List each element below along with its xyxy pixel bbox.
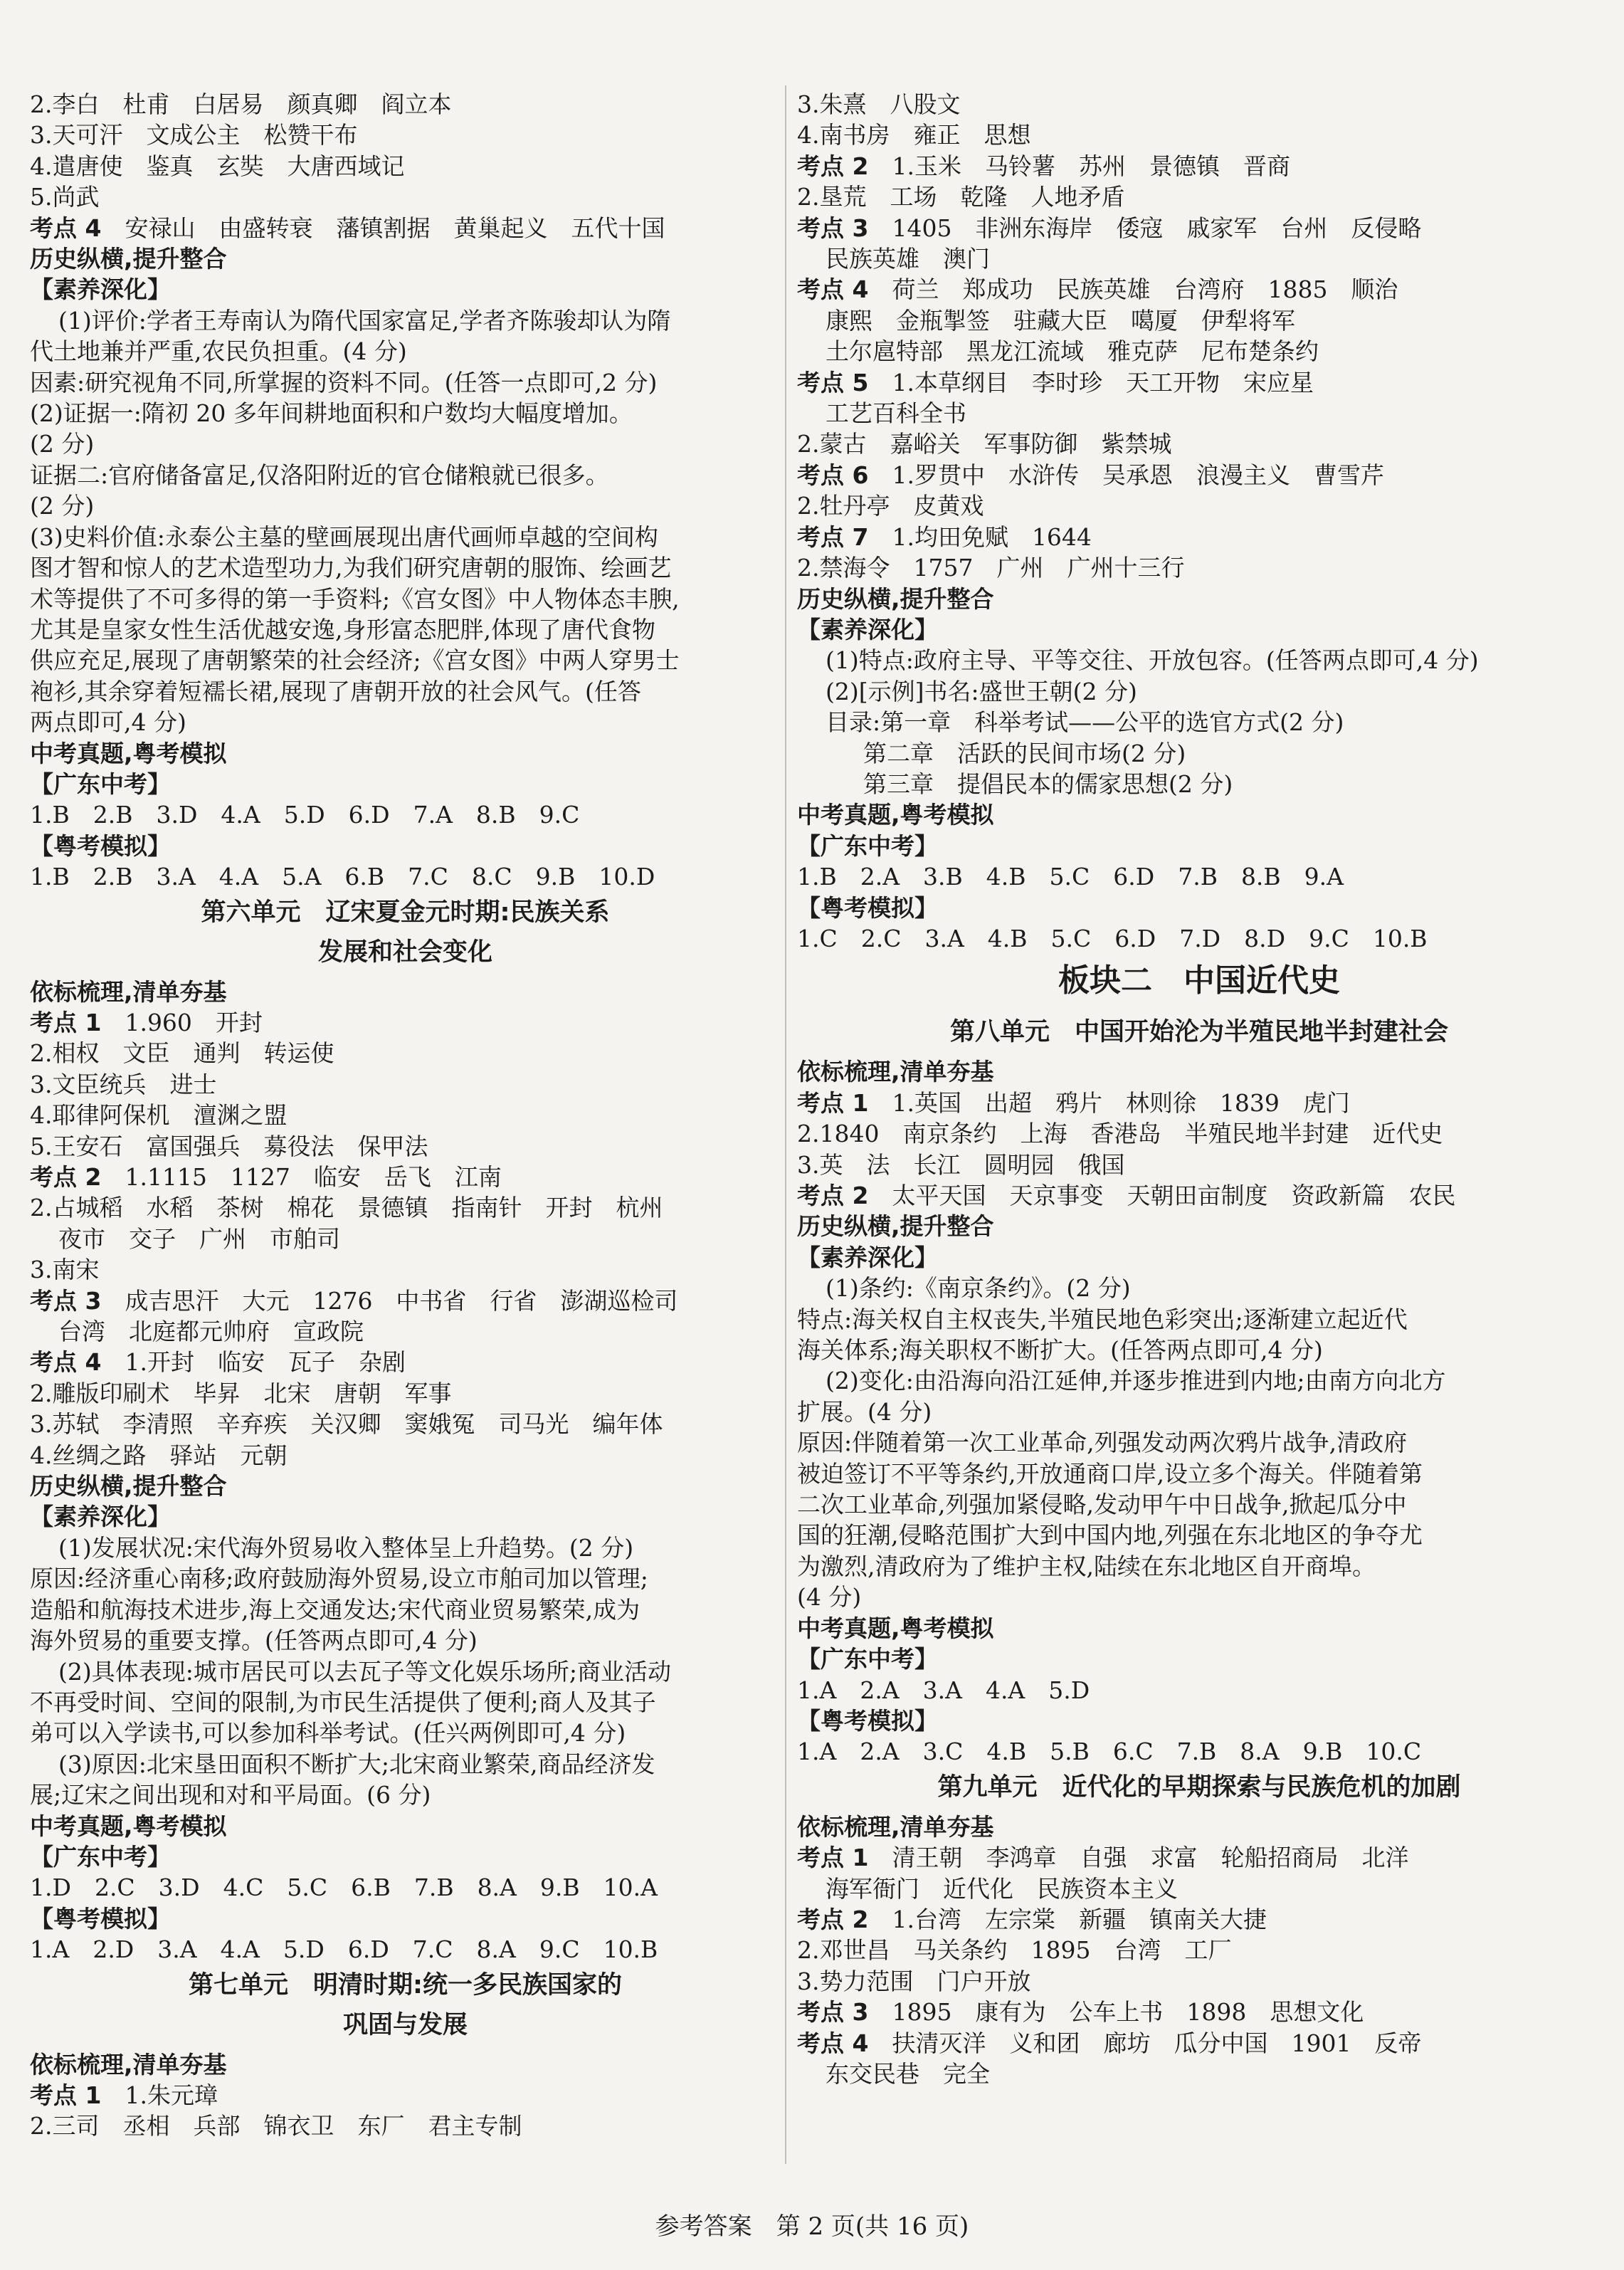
kaodian-label: 考点 2 [30, 1163, 102, 1191]
answer-line: 术等提供了不可多得的第一手资料;《宫女图》中人物体态丰腴, [30, 584, 680, 613]
section-heading: 中考真题,粤考模拟 [30, 1812, 227, 1840]
answer-line: 海军衙门 近代化 民族资本主义 [826, 1874, 1178, 1903]
answer-text: 1.本草纲目 李时珍 天工开物 宋应星 [868, 368, 1314, 396]
answer-line: 5.王安石 富国强兵 募役法 保甲法 [30, 1132, 428, 1160]
unit-heading: 第八单元 中国开始沦为半殖民地半封建社会 [949, 1018, 1448, 1047]
answer-line: (1)特点:政府主导、平等交往、开放包容。(任答两点即可,4 分) [826, 646, 1479, 675]
answer-line: 3.英 法 长江 圆明园 俄国 [797, 1150, 1125, 1179]
section-heading: 依标梳理,清单夯基 [30, 977, 227, 1006]
kaodian-label: 考点 4 [30, 1348, 102, 1377]
answer-line: 1.A 2.A 3.A 4.A 5.D [797, 1676, 1090, 1704]
answer-line: 3.朱熹 八股文 [797, 90, 961, 118]
kaodian-label: 考点 3 [797, 1998, 869, 2027]
section-heading: 【粤考模拟】 [797, 1706, 938, 1735]
answer-text: 太平天国 天京事变 天朝田亩制度 资政新篇 农民 [868, 1182, 1456, 1209]
answer-line: 1.B 2.B 3.A 4.A 5.A 6.B 7.C 8.C 9.B 10.D [30, 863, 655, 891]
kaodian-label: 考点 6 [797, 461, 869, 489]
unit-heading: 第七单元 明清时期:统一多民族国家的 [189, 1970, 622, 2000]
kaodian-label: 考点 4 [797, 2029, 869, 2057]
answer-line: 3.天可汗 文成公主 松赞干布 [30, 121, 358, 149]
answer-line [797, 1842, 1601, 1873]
answer-line: (2)变化:由沿海向沿江延伸,并逐步推进到内地;由南方向北方 [826, 1367, 1446, 1395]
kaodian-label: 考点 7 [797, 522, 869, 551]
answer-line: 1.A 2.D 3.A 4.A 5.D 6.D 7.C 8.A 9.C 10.B [30, 1935, 658, 1964]
answer-line: 第二章 活跃的民间市场(2 分) [863, 739, 1186, 767]
kaodian-label: 考点 2 [797, 152, 869, 180]
answer-line: 国的狂潮,侵略范围扩大到中国内地,列强在东北地区的争夺尤 [797, 1521, 1423, 1550]
kaodian-label: 考点 3 [797, 214, 869, 242]
kaodian-label: 考点 1 [30, 1008, 102, 1036]
answer-text: 清王朝 李鸿章 自强 求富 轮船招商局 北洋 [868, 1844, 1409, 1872]
answer-line: 1.B 2.B 3.D 4.A 5.D 6.D 7.A 8.B 9.C [30, 801, 580, 829]
section-heading: 【素养深化】 [797, 1243, 938, 1271]
answer-line [30, 1007, 781, 1038]
kaodian-label: 考点 1 [797, 1088, 869, 1117]
answer-line: 工艺百科全书 [826, 399, 966, 428]
section-heading: 依标梳理,清单夯基 [797, 1058, 994, 1086]
answer-line: 1.C 2.C 3.A 4.B 5.C 6.D 7.D 8.D 9.C 10.B [797, 924, 1428, 952]
answer-line: 造船和航海技术进步,海上交通发达;宋代商业贸易繁荣,成为 [30, 1595, 640, 1624]
answer-line: (2)证据一:隋初 20 多年间耕地面积和户数均大幅度增加。 [30, 399, 633, 428]
answer-line [797, 213, 1601, 243]
answer-text: 1.960 开封 [101, 1008, 263, 1036]
answer-line: (1)条约:《南京条约》。(2 分) [826, 1274, 1131, 1303]
answer-line: 1.D 2.C 3.D 4.C 5.C 6.B 7.B 8.A 9.B 10.A [30, 1874, 658, 1902]
section-heading: 【广东中考】 [30, 1842, 171, 1871]
kaodian-label: 考点 2 [797, 1182, 869, 1209]
answer-line [797, 2028, 1601, 2059]
answer-text: 1895 康有为 公车上书 1898 思想文化 [868, 1998, 1364, 2027]
kaodian-label: 考点 3 [30, 1286, 102, 1315]
answer-line: 原因:伴随着第一次工业革命,列强发动两次鸦片战争,清政府 [797, 1429, 1408, 1457]
section-heading: 【广东中考】 [30, 769, 171, 798]
answer-line: 夜市 交子 广州 市舶司 [58, 1224, 340, 1253]
section-heading: 【粤考模拟】 [30, 831, 171, 860]
answer-line: 证据二:官府储备富足,仅洛阳附近的官仓储粮就已很多。 [30, 461, 609, 489]
answer-line: 康熙 金瓶掣签 驻藏大臣 噶厦 伊犁将军 [826, 306, 1295, 335]
answer-line: 目录:第一章 科举考试——公平的选官方式(2 分) [826, 708, 1344, 737]
kaodian-label: 考点 4 [797, 275, 869, 304]
answer-line: 原因:经济重心南移;政府鼓励海外贸易,设立市舶司加以管理; [30, 1565, 648, 1593]
section-heading: 历史纵横,提升整合 [797, 584, 994, 613]
answer-line: 袍衫,其余穿着短襦长裙,展现了唐朝开放的社会风气。(任答 [30, 677, 641, 705]
section-heading: 中考真题,粤考模拟 [797, 1614, 994, 1642]
answer-line: 二次工业革命,列强加紧侵略,发动甲午中日战争,掀起瓜分中 [797, 1491, 1407, 1519]
answer-line [797, 1997, 1601, 2027]
answer-line: (1)评价:学者王寿南认为隋代国家富足,学者齐陈骏却认为隋 [58, 306, 671, 335]
answer-line: 不再受时间、空间的限制,为市民生活提供了便利;商人及其子 [30, 1688, 656, 1716]
answer-text: 1.台湾 左宗棠 新疆 镇南关大捷 [868, 1905, 1267, 1933]
answer-line [797, 1180, 1601, 1211]
answer-line: (2 分) [30, 492, 95, 520]
answer-line [30, 1347, 781, 1377]
answer-line: (3)史料价值:永泰公主墓的壁画展现出唐代画师卓越的空间构 [30, 522, 658, 551]
answer-line: 4.丝绸之路 驿站 元朝 [30, 1441, 288, 1469]
answer-text: 成吉思汗 大元 1276 中书省 行省 澎湖巡检司 [101, 1286, 678, 1315]
answer-line [797, 274, 1601, 305]
right-column [797, 89, 1601, 2089]
answer-line [30, 213, 781, 243]
answer-line: 2.相权 文臣 通判 转运使 [30, 1039, 334, 1068]
kaodian-label: 考点 1 [30, 2081, 102, 2109]
kaodian-label: 考点 2 [797, 1905, 869, 1933]
answer-line: 为激烈,清政府为了维护主权,陆续在东北地区自开商埠。 [797, 1552, 1376, 1580]
answer-line: 3.南宋 [30, 1256, 100, 1284]
section-heading: 【素养深化】 [30, 275, 171, 304]
answer-line [797, 460, 1601, 490]
column-divider [785, 85, 786, 2164]
answer-line: 3.文臣统兵 进士 [30, 1070, 217, 1098]
answer-line: 1.A 2.A 3.C 4.B 5.B 6.C 7.B 8.A 9.B 10.C [797, 1738, 1422, 1766]
answer-line: 扩展。(4 分) [797, 1397, 932, 1426]
answer-line: 东交民巷 完全 [826, 2059, 990, 2088]
section-heading: 中考真题,粤考模拟 [30, 739, 227, 767]
answer-text: 1405 非洲东海岸 倭寇 戚家军 台州 反侵略 [868, 214, 1422, 242]
section-heading: 【素养深化】 [30, 1503, 171, 1531]
section-heading: 【粤考模拟】 [30, 1904, 171, 1933]
answer-line: 2.蒙古 嘉峪关 军事防御 紫禁城 [797, 430, 1172, 458]
section-heading: 【广东中考】 [797, 831, 938, 860]
answer-text: 1.朱元璋 [101, 2081, 218, 2109]
answer-text: 1.开封 临安 瓦子 杂剧 [101, 1348, 406, 1377]
answer-line: 4.遣唐使 鉴真 玄奘 大唐西域记 [30, 152, 405, 180]
answer-line: 2.禁海令 1757 广州 广州十三行 [797, 554, 1185, 582]
answer-line [797, 151, 1601, 182]
answer-line: 2.三司 丞相 兵部 锦衣卫 东厂 君主专制 [30, 2112, 522, 2140]
section-heading: 【广东中考】 [797, 1645, 938, 1673]
unit-heading: 第六单元 辽宋夏金元时期:民族关系 [201, 898, 610, 927]
answer-line [797, 1904, 1601, 1935]
answer-line: 2.占城稻 水稻 茶树 棉花 景德镇 指南针 开封 杭州 [30, 1194, 663, 1222]
answer-line: 图才智和惊人的艺术造型功力,为我们研究唐朝的服饰、绘画艺 [30, 554, 672, 582]
unit-heading: 第九单元 近代化的早期探索与民族危机的加剧 [937, 1772, 1461, 1802]
answer-text: 1.均田免赋 1644 [868, 522, 1092, 551]
page-footer: 参考答案 第 2 页(共 16 页) [655, 2212, 969, 2241]
section-heading: 依标梳理,清单夯基 [797, 1812, 994, 1841]
section-heading: 历史纵横,提升整合 [30, 245, 227, 273]
section-heading: 【粤考模拟】 [797, 893, 938, 922]
answer-line: 3.苏轼 李清照 辛弃疾 关汉卿 窦娥冤 司马光 编年体 [30, 1410, 663, 1439]
kaodian-label: 考点 1 [797, 1844, 869, 1872]
answer-line [30, 1286, 781, 1316]
answer-line: (3)原因:北宋垦田面积不断扩大;北宋商业繁荣,商品经济发 [58, 1750, 655, 1778]
answer-text: 安禄山 由盛转衰 藩镇割据 黄巢起义 五代十国 [101, 214, 665, 242]
kaodian-label: 考点 4 [30, 214, 102, 242]
answer-line: 2.牡丹亭 皮黄戏 [797, 492, 984, 520]
answer-line: 展;辽宋之间出现和对和平局面。(6 分) [30, 1781, 431, 1809]
answer-line [30, 1162, 781, 1192]
answer-line: 代土地兼并严重,农民负担重。(4 分) [30, 337, 407, 366]
answer-line: (1)发展状况:宋代海外贸易收入整体呈上升趋势。(2 分) [58, 1533, 634, 1562]
answer-text: 1.玉米 马铃薯 苏州 景德镇 晋商 [868, 152, 1290, 180]
answer-line: 2.李白 杜甫 白居易 颜真卿 阎立本 [30, 90, 452, 118]
section-heading: 依标梳理,清单夯基 [30, 2050, 227, 2079]
answer-line: 台湾 北庭都元帅府 宣政院 [58, 1318, 364, 1346]
answer-line: 被迫签订不平等条约,开放通商口岸,设立多个海关。伴随着第 [797, 1459, 1423, 1488]
answer-line: 海关体系;海关职权不断扩大。(任答两点即可,4 分) [797, 1336, 1323, 1365]
answer-line: 供应充足,展现了唐朝繁荣的社会经济;《宫女图》中两人穿男士 [30, 646, 680, 675]
answer-line: (2 分) [30, 430, 95, 458]
answer-text: 荷兰 郑成功 民族英雄 台湾府 1885 顺治 [868, 275, 1398, 304]
answer-line: 因素:研究视角不同,所掌握的资料不同。(任答一点即可,2 分) [30, 368, 658, 396]
answer-line [797, 367, 1601, 398]
answer-line: 2.雕版印刷术 毕昇 北宋 唐朝 军事 [30, 1379, 452, 1407]
answer-line: 海外贸易的重要支撑。(任答两点即可,4 分) [30, 1627, 478, 1655]
answer-line: (4 分) [797, 1583, 862, 1612]
answer-text: 1.英国 出超 鸦片 林则徐 1839 虎门 [868, 1088, 1350, 1117]
answer-line [797, 522, 1601, 552]
answer-line: 两点即可,4 分) [30, 708, 186, 737]
answer-line: 土尔扈特部 黑龙江流域 雅克萨 尼布楚条约 [826, 337, 1319, 366]
answer-line: 2.垦荒 工场 乾隆 人地矛盾 [797, 183, 1125, 211]
answer-line: 5.尚武 [30, 183, 100, 211]
kaodian-label: 考点 5 [797, 368, 869, 396]
section-heading: 历史纵横,提升整合 [797, 1212, 994, 1241]
answer-line [30, 2080, 781, 2111]
section-heading: 历史纵横,提升整合 [30, 1472, 227, 1501]
answer-line: 1.B 2.A 3.B 4.B 5.C 6.D 7.B 8.B 9.A [797, 863, 1344, 891]
answer-line: (2)[示例]书名:盛世王朝(2 分) [826, 677, 1137, 705]
answer-line: 特点:海关权自主权丧失,半殖民地色彩突出;逐渐建立起近代 [797, 1305, 1408, 1333]
block-heading: 板块二 中国近代史 [1058, 962, 1340, 999]
unit-heading: 发展和社会变化 [317, 937, 492, 967]
answer-line: 弟可以入学读书,可以参加科举考试。(任兴两例即可,4 分) [30, 1719, 626, 1748]
answer-text: 1.1115 1127 临安 岳飞 江南 [101, 1163, 502, 1191]
section-heading: 中考真题,粤考模拟 [797, 801, 994, 829]
answer-line [797, 1088, 1601, 1118]
unit-heading: 巩固与发展 [342, 2010, 468, 2039]
answer-line: 民族英雄 澳门 [826, 245, 990, 273]
answer-line: 尤其是皇家女性生活优越安逸,身形富态肥胖,体现了唐代食物 [30, 615, 655, 643]
answer-line: (2)具体表现:城市居民可以去瓦子等文化娱乐场所;商业活动 [58, 1657, 671, 1686]
answer-line: 第三章 提倡民本的儒家思想(2 分) [863, 769, 1233, 798]
section-heading: 【素养深化】 [797, 615, 938, 643]
answer-text: 1.罗贯中 水浒传 吴承恩 浪漫主义 曹雪芹 [868, 461, 1384, 489]
left-column [30, 89, 781, 2142]
answer-line: 2.邓世昌 马关条约 1895 台湾 工厂 [797, 1936, 1232, 1965]
answer-text: 扶清灭洋 义和团 廊坊 瓜分中国 1901 反帝 [868, 2029, 1422, 2057]
answer-line: 4.耶律阿保机 澶渊之盟 [30, 1101, 288, 1130]
answer-line: 2.1840 南京条约 上海 香港岛 半殖民地半封建 近代史 [797, 1120, 1443, 1148]
answer-line: 3.势力范围 门户开放 [797, 1967, 1031, 1995]
answer-line: 4.南书房 雍正 思想 [797, 121, 1031, 149]
